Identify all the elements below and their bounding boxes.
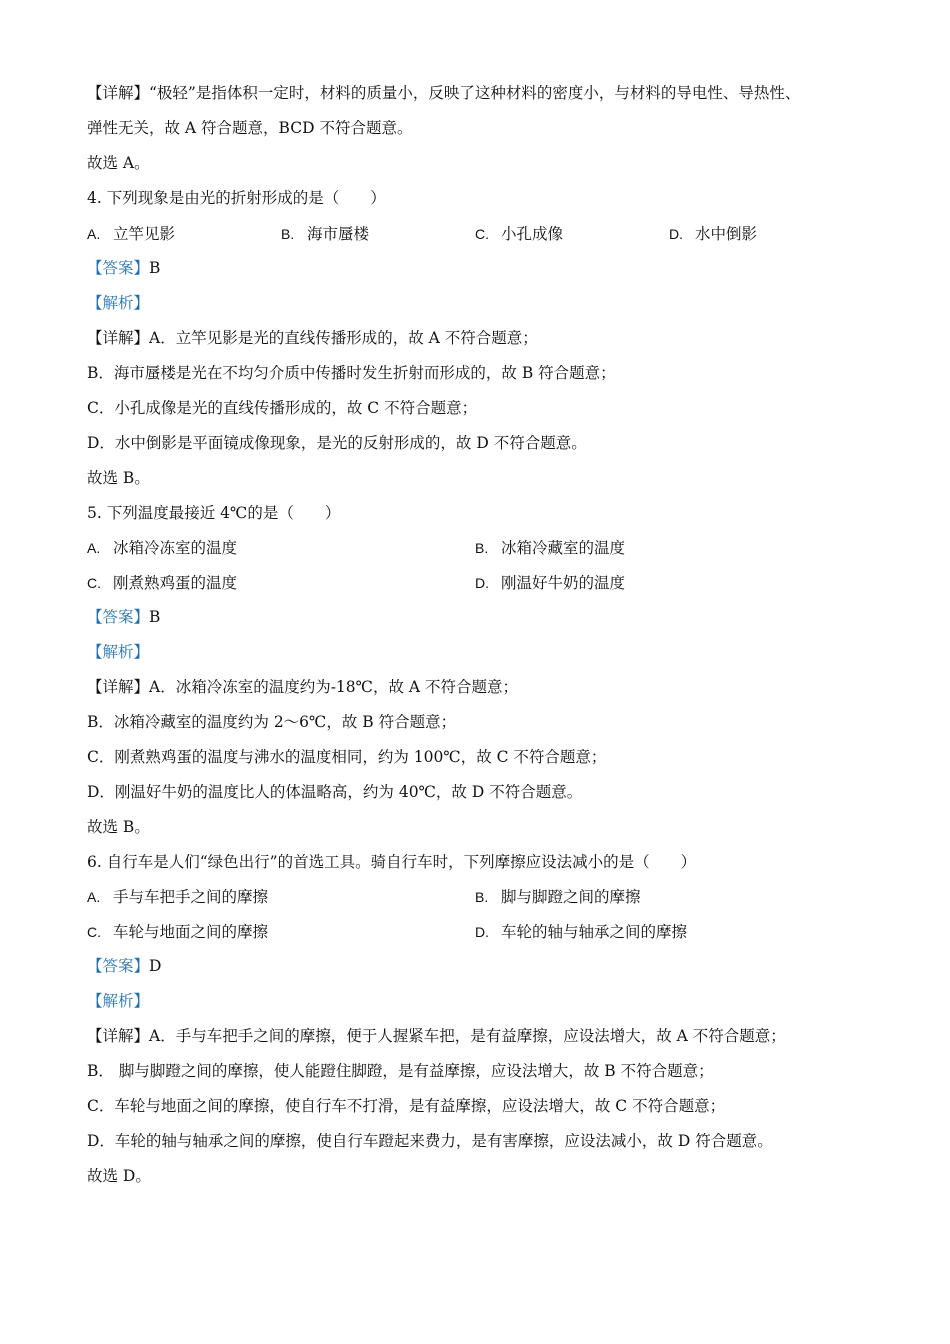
option-letter: C. <box>475 226 489 242</box>
q5-detail-c: C．刚煮熟鸡蛋的温度与沸水的温度相同，约为 100℃，故 C 不符合题意； <box>87 748 607 766</box>
q4-option-c <box>475 224 563 244</box>
q6-option-b <box>475 887 641 907</box>
q3-conclusion: 故选 A。 <box>87 154 150 172</box>
q5-option-a <box>87 538 237 558</box>
q5-answer <box>87 607 160 627</box>
q4-detail-d: D．水中倒影是平面镜成像现象，是光的反射形成的，故 D 不符合题意。 <box>87 434 587 452</box>
option-text: 刚煮熟鸡蛋的温度 <box>113 574 238 592</box>
option-text: 海市蜃楼 <box>307 225 370 243</box>
option-text: 立竿见影 <box>113 225 176 243</box>
option-text: 冰箱冷藏室的温度 <box>501 539 626 557</box>
q5-detail-a: 【详解】A．冰箱冷冻室的温度约为-18℃，故 A 不符合题意； <box>87 678 519 696</box>
answer-value: B <box>149 608 161 626</box>
q4-answer <box>87 258 160 278</box>
answer-tag: 【答案】 <box>87 259 150 277</box>
q6-answer <box>87 956 161 976</box>
answer-tag: 【答案】 <box>87 957 150 975</box>
answer-value: B <box>149 259 161 277</box>
q5-option-c <box>87 573 237 593</box>
q6-analysis-tag: 【解析】 <box>87 992 150 1010</box>
q5-conclusion: 故选 B。 <box>87 818 150 836</box>
q4-analysis-tag: 【解析】 <box>87 294 150 312</box>
option-letter: A. <box>87 540 101 556</box>
q6-conclusion: 故选 D。 <box>87 1167 151 1185</box>
q6-detail-b: B． 脚与脚蹬之间的摩擦，使人能蹬住脚蹬，是有益摩擦，应设法增大，故 B 不符合题意； <box>87 1062 714 1080</box>
q5-analysis-tag: 【解析】 <box>87 643 150 661</box>
q5-stem: 5. 下列温度最接近 4℃的是（ ） <box>87 504 341 522</box>
q5-option-b <box>475 538 625 558</box>
q5-detail-b: B．冰箱冷藏室的温度约为 2～6℃，故 B 符合题意； <box>87 713 457 731</box>
q6-option-c <box>87 922 268 942</box>
option-text: 手与车把手之间的摩擦 <box>113 888 269 906</box>
q5-detail-d: D．刚温好牛奶的温度比人的体温略高，约为 40℃，故 D 不符合题意。 <box>87 783 583 801</box>
option-letter: B. <box>475 540 489 556</box>
answer-tag: 【答案】 <box>87 608 150 626</box>
q4-option-d <box>669 224 757 244</box>
q6-detail-a: 【详解】A．手与车把手之间的摩擦，便于人握紧车把，是有益摩擦，应设法增大，故 A 不符合题意； <box>87 1027 786 1045</box>
q4-detail-b: B．海市蜃楼是光在不均匀介质中传播时发生折射而形成的，故 B 符合题意； <box>87 364 616 382</box>
answer-value: D <box>149 957 162 975</box>
option-letter: D. <box>669 226 683 242</box>
q4-conclusion: 故选 B。 <box>87 469 150 487</box>
q5-option-d <box>475 573 625 593</box>
q6-detail-d: D．车轮的轴与轴承之间的摩擦，使自行车蹬起来费力，是有害摩擦，应设法减小，故 D 符合题意。 <box>87 1132 773 1150</box>
option-letter: C. <box>87 924 101 940</box>
option-text: 刚温好牛奶的温度 <box>501 574 626 592</box>
option-text: 冰箱冷冻室的温度 <box>113 539 238 557</box>
q6-stem: 6. 自行车是人们“绿色出行”的首选工具。骑自行车时，下列摩擦应设法减小的是（ ） <box>87 853 697 871</box>
option-letter: B. <box>281 226 295 242</box>
option-text: 车轮与地面之间的摩擦 <box>113 923 269 941</box>
option-letter: A. <box>87 226 101 242</box>
q6-detail-c: C．车轮与地面之间的摩擦，使自行车不打滑，是有益摩擦，应设法增大，故 C 不符合题意； <box>87 1097 726 1115</box>
q4-detail-a: 【详解】A．立竿见影是光的直线传播形成的，故 A 不符合题意； <box>87 329 538 347</box>
q4-option-b <box>281 224 369 244</box>
option-letter: D. <box>475 924 489 940</box>
option-letter: A. <box>87 889 101 905</box>
q3-detail-line-2: 弹性无关，故 A 符合题意，BCD 不符合题意。 <box>87 119 413 137</box>
option-text: 车轮的轴与轴承之间的摩擦 <box>501 923 688 941</box>
q4-option-a <box>87 224 175 244</box>
q4-stem: 4. 下列现象是由光的折射形成的是（ ） <box>87 189 386 207</box>
q3-detail-line-1: 【详解】“极轻”是指体积一定时，材料的质量小，反映了这种材料的密度小，与材料的导电性、导热性、 <box>87 84 801 102</box>
option-text: 脚与脚蹬之间的摩擦 <box>501 888 641 906</box>
q4-detail-c: C．小孔成像是光的直线传播形成的，故 C 不符合题意； <box>87 399 478 417</box>
q6-option-d <box>475 922 687 942</box>
option-text: 小孔成像 <box>501 225 564 243</box>
q6-option-a <box>87 887 268 907</box>
option-letter: C. <box>87 575 101 591</box>
option-text: 水中倒影 <box>695 225 758 243</box>
option-letter: B. <box>475 889 489 905</box>
option-letter: D. <box>475 575 489 591</box>
